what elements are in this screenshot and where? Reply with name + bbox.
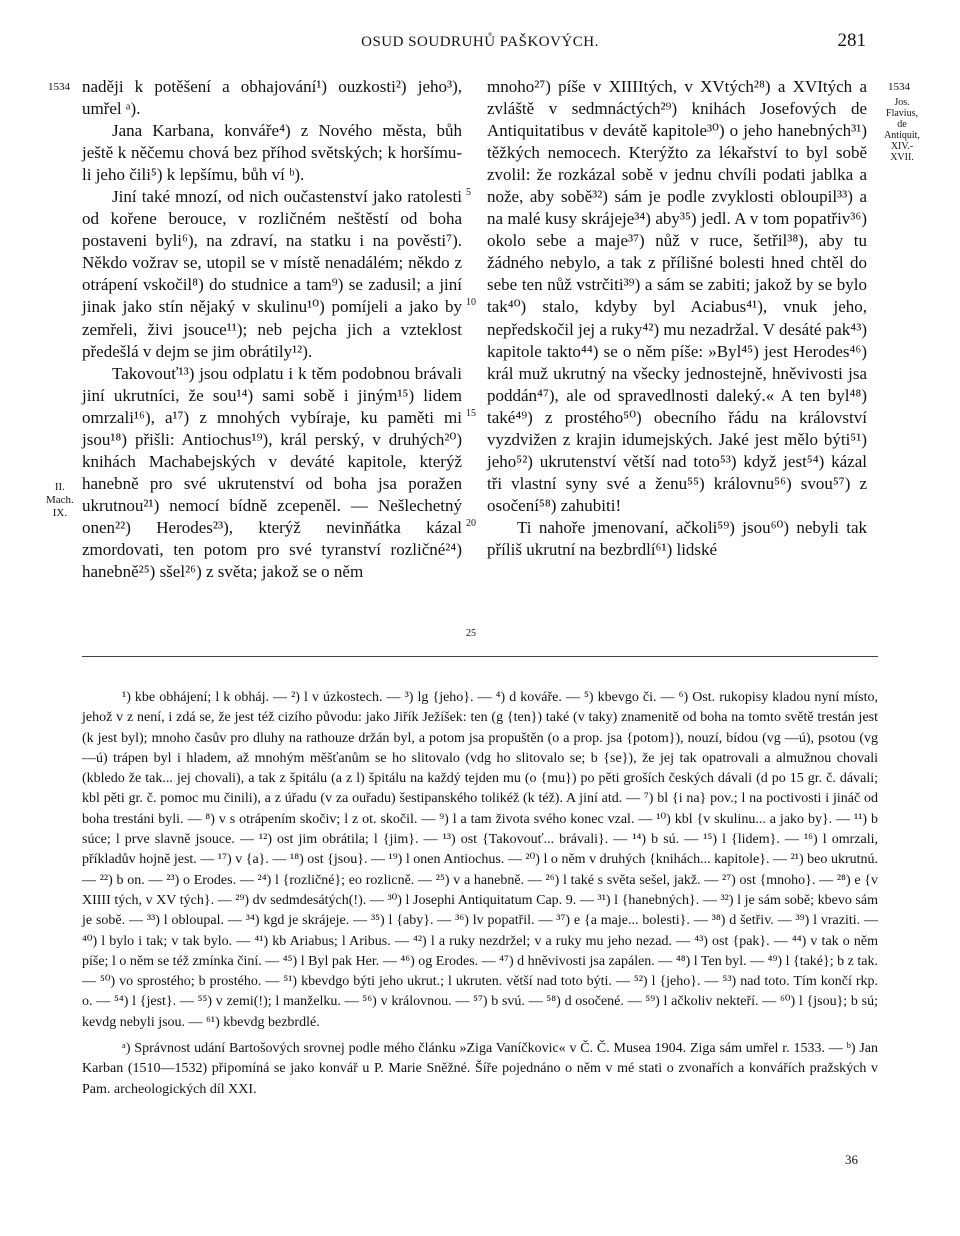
margin-ref-line: Flavius, xyxy=(886,108,918,119)
margin-ref-line: Mach. xyxy=(46,494,74,506)
line-number: 25 xyxy=(466,628,476,639)
editorial-notes xyxy=(82,1039,878,1100)
margin-year-right: 1534 xyxy=(888,81,910,93)
margin-ref-line: Antiquit, xyxy=(884,130,920,141)
margin-year-left: 1534 xyxy=(48,81,70,93)
running-header xyxy=(0,28,960,54)
line-number: 10 xyxy=(466,297,476,308)
paragraph: Jiní také mnozí, od nich oučastenství jako ratolesti od kořene berouce, v rozličném neštěstí od boha postaveni byli⁶), na zdraví, na statku i na pověsti⁷). Někdo vožrav se, utopil se v místě nenadálém; někdo z otrápení vskočil⁸) do studnice a tam⁹) se zadusil; a jiní jinak jako stín nějaký v skulinu¹⁰) pomíjeli a jako by zemřeli, živi jsouce¹¹); neb pejcha jich a vzteklost předešlá v dejm se jim obrátily¹²). xyxy=(82,187,462,361)
running-title: OSUD SOUDRUHŮ PAŠKOVÝCH. xyxy=(361,34,599,50)
margin-ref-line: XVII. xyxy=(890,152,914,163)
footnote-divider xyxy=(82,656,878,657)
variant-readings: ¹) kbe obhájení; l k obháj. — ²) l v úzkostech. — ³) lg {jeho}. — ⁴) d kováře. — ⁵) kbevgo či. — ⁶) Ost. rukopisy kladou nyní místo, jehož v z není, i zdá se, že jest též cizího původu: jako Jiřík Ježíšek: ten (g {ten}) také (v taky) znamenitě od boha na tomto světě trestán jest (k jest byl); mnoho časův pro dluhy na rathouze držán byl, a potom jsa propuštěn (o a prop. jsa {potom}), nouzí, bídou (vg —ú), psotou (vg —ú) trápen byl i hladem, až mnohým měšťanům se ho slitovalo (vdg ho slitovalo se; b {se}), že jej tak opatrovali a almužnou chovali (kbledo že tak... jej chovali), a tak z špitálu (a z l) špitálu na každý tejden mu (o {mu}) po pěti groších českých dávali (d po 15 gr. č. dávali; kbl pěti gr. č. pomoc mu činili), a z úřadu (v za ouřadu) šestipanského tolikéž (k též). A jiní atd. — ⁷) bl {i na} pov.; l na poctivosti i jináč od boha trestáni byli. — ⁸) v s otrápením skočiv; l z ot. skočil. — ⁹) l a tam života svého konec vzal. — ¹⁰) kbl {v skulinu... a jako by}. — ¹¹) b súce; l prve slavně jsouce. — ¹²) ost jim obrátila; l {jim}. — ¹³) ost {Takovouť... brávali}. — ¹⁴) b sú. — ¹⁵) l {lidem}. — ¹⁶) l omrzali, příkladův hojně jest. — ¹⁷) v {a}. — ¹⁸) ost {jsou}. — ¹⁹) l onen Antiochus. — ²⁰) l o něm v druhých {knihách... kapitole}. — ²¹) beo ukrutnú. — ²²) b on. — ²³) o Erodes. — ²⁴) l {rozličné}; eo rozlicně. — ²⁵) v a hanebně. — ²⁶) l také s světa sešel, jakž. — ²⁷) ost {mnoho}. — ²⁸) e {v XIIII tých, v XV tých}. — ²⁹) dv sedmdesátých(!). — ³⁰) l Josephi Antiquitatum Cap. 9. — ³¹) l {hanebných}. — ³²) l je sám sobě; kbevo sám je sobě. — ³³) l obloupal. — ³⁴) kgd je skrájeje. — ³⁵) l {aby}. — ³⁶) lv popatřil. — ³⁷) e {a maje... bolesti}. — ³⁸) d šetřiv. — ³⁹) l vraziti. — ⁴⁰) l bylo i tak; v tak bylo. — ⁴¹) kb Ariabus; l Aribus. — ⁴²) l a ruky nezdržel; v a ruky mu jeho nezad. — ⁴³) ost {pak}. — ⁴⁴) v tak o něm píše; l o něm se též zmínka činí. — ⁴⁵) l Byl pak Her. — ⁴⁶) og Erodes. — ⁴⁷) d hněvivosti jsa zapálen. — ⁴⁸) l Ten byl. — ⁴⁹) l {také}; b z tak. — ⁵⁰) vo sprostého; b prostého. — ⁵¹) kbevdgo býti jeho ukrut.; l ukruten. větší nad toto býti. — ⁵²) l {jeho}. — ⁵³) nad toto. Tím končí rkp. o. — ⁵⁴) l {jest}. — ⁵⁵) v zemi(!); l manželku. — ⁵⁶) v královnou. — ⁵⁷) b svú. — ⁵⁸) d osočené. — ⁵⁹) l ačkoliv nekteří. — ⁶⁰) l {jsou}; b sú; kevdg nebyli jsou. — ⁶¹) kbevdg bezbrdlé. xyxy=(82,690,878,1030)
paragraph: naději k potěšení a obhajování¹) ouzkosti²) jeho³), umřel ᵃ). xyxy=(82,77,462,119)
line-number: 5 xyxy=(466,187,471,198)
margin-ref-line: XIV.- xyxy=(890,141,914,152)
margin-ref-line: IX. xyxy=(52,507,68,519)
margin-reference-josephus xyxy=(876,97,928,163)
margin-ref-line: de xyxy=(897,119,907,130)
main-text-left-column xyxy=(82,76,462,583)
paragraph: mnoho²⁷) píše v XIIIItých, v XVtých²⁸) a XVItých a zvláště v sedmnáctých²⁹) knihách Josefových de Antiquitatibus v devátě kapitole³⁰) o jeho hanebných³¹) těžkých nemocech. Kterýžto za lékařství to byl sobě zvolil: že rozkázal sobě v jednu chvíli podati jablka a nože, aby sobě³²) sám je podle zvyklosti obloupil³³) a na malé kusy skrájeje³⁴) aby³⁵) jedl. A v tom popatřiv³⁶) okolo sebe a maje³⁷) nůž v ruce, šetřil³⁸), aby tu žádného nebylo, a tak z přílišné bolesti hned chtěl do sebe ten nůž vstrčiti³⁹) a sám se zabiti; jakož by se bylo tak⁴⁰) stalo, kdyby byl Aciabus⁴¹), vnuk jeho, nepředskočil jej a ruky⁴²) mu nezadržal. V desáté pak⁴³) kapitole takto⁴⁴) se o něm píše: »Byl⁴⁵) jest Herodes⁴⁶) král muž ukrutný na všecky jednostejně, hněvivosti jsa poddán⁴⁷), ale od spravedlnosti daleký.« A ten byl⁴⁸) také⁴⁹) z prostého⁵⁰) obecního řádu na království vyzdvižen z krajin idumejských. Jaké jest mělo býti⁵¹) jeho⁵²) ukrutenství větší nad toto⁵³) když jest⁵⁴) kázal tři vlastní syny své a ženu⁵⁵) královnu⁵⁶) svou⁵⁷) z osočení⁵⁸) zahubiti! xyxy=(487,77,867,515)
page-number: 281 xyxy=(837,30,866,51)
margin-reference-maccabees xyxy=(46,481,74,520)
sheet-signature: 36 xyxy=(845,1152,858,1167)
paragraph: Takovouť¹³) jsou odplatu i k těm podobnou brávali jiní ukrutníci, že sou¹⁴) sami sobě i jiným¹⁵) lidem omrzali¹⁶), a¹⁷) z mnohých vybíraje, ku paměti mi jsou¹⁸) přišli: Antiochus¹⁹), král perský, v druhých²⁰) knihách Machabejských v deváté kapitole, kterýž hanebně pro své ukrutenství od boha jsa poražen ukrutnou²¹) nemocí bídně zcepeněl. — Nešlechetný onen²²) Herodes²³), kterýž nevinňátka kázal zmordovati, ten potom pro své tyranství rozličné²⁴) hanebně²⁵) sšel²⁶) z světa; jakož se o něm xyxy=(82,363,462,582)
main-text-right-column xyxy=(487,76,867,561)
note-a-b: ᵃ) Správnost udání Bartošových srovnej podle mého článku »Ziga Vaníčkovic« v Č. Č. Musea 1904. Ziga sám umřel r. 1533. — ᵇ) Jan Karban (1510—1532) připomíná se jako konvář u P. Marie Sněžné. Šíře pojednáno o něm v mé stati o zvonařích a konvářích pražských v Pam. archeologických díl XXI. xyxy=(82,1041,878,1097)
line-number: 15 xyxy=(466,408,476,419)
paragraph: Jana Karbana, konváře⁴) z Nového města, bůh ještě k něčemu chová bez příhod světských; k horšímu-li jeho čili⁵) k lepšímu, bůh ví ᵇ). xyxy=(82,121,462,185)
line-number: 20 xyxy=(466,518,476,529)
margin-ref-line: Jos. xyxy=(894,97,910,108)
critical-apparatus xyxy=(82,688,878,1033)
paragraph: Ti nahoře jmenovaní, ačkoli⁵⁹) jsou⁶⁰) nebyli tak příliš ukrutní na bezbrdlí⁶¹) lidské xyxy=(487,517,867,559)
margin-ref-line: II. xyxy=(54,481,65,493)
